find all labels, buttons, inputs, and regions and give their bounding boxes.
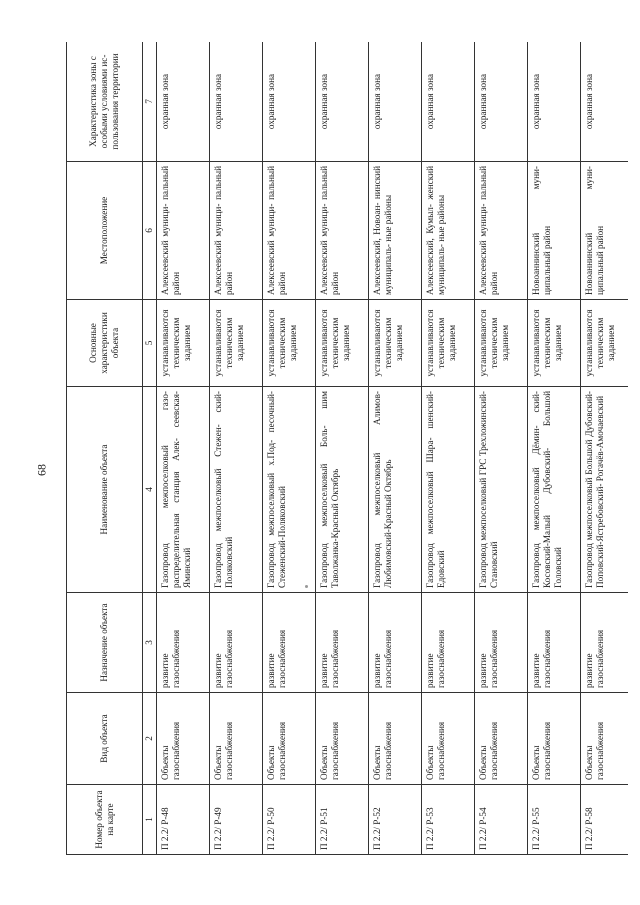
page-number-text: 68 — [34, 464, 49, 476]
cell-name: Газопровод межпоселковый Шара- шенский-Едовский — [422, 387, 475, 593]
cell-purpose: развитие газоснабжения — [210, 593, 263, 693]
cell-type: Объекты газоснабжения — [422, 693, 475, 785]
cell-characteristics: устанавливаются техническим заданием — [528, 300, 581, 387]
header-zone: Характеристика зоны с особыми условиями ис- пользования территории — [67, 42, 143, 162]
cell-zone: охранная зона — [157, 42, 210, 162]
cell-name: Газопровод межпоселковый Боль- шим Таволжанка-Красный Октябрь — [316, 387, 369, 593]
cell-purpose: развитие газоснабжения — [581, 593, 629, 693]
cell-name: Газопровод межпоселковый Алимов- Любимовский-Красный Октябрь — [369, 387, 422, 593]
cell-type: Объекты газоснабжения — [581, 693, 629, 785]
cell-zone: охранная зона — [581, 42, 629, 162]
cell-purpose: развитие газоснабжения — [528, 593, 581, 693]
cell-number: П 2.2/ Р-52 — [369, 785, 422, 855]
cell-purpose: развитие газоснабжения — [316, 593, 369, 693]
cell-name: Газопровод межпоселковый Большой Дубовский-Поповский-Ястребовский- Рогачёв-Амочаевский — [581, 387, 629, 593]
table-row — [210, 42, 263, 855]
cell-characteristics: устанавливаются техническим заданием — [210, 300, 263, 387]
cell-characteristics: устанавливаются техническим заданием — [475, 300, 528, 387]
cell-type: Объекты газоснабжения — [316, 693, 369, 785]
cell-location: Новоаннинский муни- ципальный район — [528, 162, 581, 300]
table-row — [369, 42, 422, 855]
cell-purpose: развитие газоснабжения — [369, 593, 422, 693]
header-row — [67, 42, 143, 855]
cell-location: Алексеевский муници- пальный район — [157, 162, 210, 300]
column-number-row — [143, 42, 157, 855]
cell-location: Алексеевский, Кумыл- женский муниципаль- ные районы — [422, 162, 475, 300]
table-row — [528, 42, 581, 855]
cell-purpose: развитие газоснабжения — [263, 593, 316, 693]
cell-zone: охранная зона — [263, 42, 316, 162]
table-row — [157, 42, 210, 855]
cell-characteristics: устанавливаются техническим заданием — [422, 300, 475, 387]
header-type: Вид объекта — [67, 693, 143, 785]
column-number: 5 — [143, 300, 157, 387]
header-purpose: Назначение объекта — [67, 593, 143, 693]
rotated-table-wrapper — [66, 42, 628, 855]
column-number: 7 — [143, 42, 157, 162]
cell-name: Газопровод межпоселковый Стежен- ский-Поляковский — [210, 387, 263, 593]
cell-number: П 2.2/ Р-58 — [581, 785, 629, 855]
cell-zone: охранная зона — [422, 42, 475, 162]
cell-location: Алексеевский муници- пальный район — [210, 162, 263, 300]
cell-number: П 2.2/ Р-55 — [528, 785, 581, 855]
header-name: Наименование объекта — [67, 387, 143, 593]
table-row — [422, 42, 475, 855]
cell-name: Газопровод межпоселковый газо- распределительная станция Алек- сеевская-Яминский — [157, 387, 210, 593]
cell-location: Алексеевский, Новоан- нинский муниципаль- ные районы — [369, 162, 422, 300]
table-header — [67, 42, 157, 855]
cell-characteristics: устанавливаются техническим заданием — [263, 300, 316, 387]
table-row — [475, 42, 528, 855]
table-row — [316, 42, 369, 855]
cell-zone: охранная зона — [316, 42, 369, 162]
column-number: 4 — [143, 387, 157, 593]
cell-characteristics: устанавливаются техническим заданием — [157, 300, 210, 387]
table-row — [263, 42, 316, 855]
cell-zone: охранная зона — [369, 42, 422, 162]
cell-type: Объекты газоснабжения — [157, 693, 210, 785]
cell-zone: охранная зона — [475, 42, 528, 162]
cell-name: Газопровод межпоселковый ГРС Трехложинский- Становский — [475, 387, 528, 593]
scan-speck — [305, 585, 308, 588]
column-number: 6 — [143, 162, 157, 300]
cell-number: П 2.2/ Р-49 — [210, 785, 263, 855]
cell-purpose: развитие газоснабжения — [475, 593, 528, 693]
cell-location: Алексеевский муници- пальный район — [475, 162, 528, 300]
cell-location: Алексеевский муници- пальный район — [263, 162, 316, 300]
cell-number: П 2.2/ Р-53 — [422, 785, 475, 855]
document-sheet — [66, 42, 628, 855]
cell-type: Объекты газоснабжения — [369, 693, 422, 785]
cell-characteristics: устанавливаются техническим заданием — [581, 300, 629, 387]
cell-number: П 2.2/ Р-51 — [316, 785, 369, 855]
cell-characteristics: устанавливаются техническим заданием — [316, 300, 369, 387]
cell-purpose: развитие газоснабжения — [157, 593, 210, 693]
table-body — [157, 42, 629, 855]
cell-number: П 2.2/ Р-54 — [475, 785, 528, 855]
cell-zone: охранная зона — [528, 42, 581, 162]
cell-location: Алексеевский муници- пальный район — [316, 162, 369, 300]
cell-type: Объекты газоснабжения — [475, 693, 528, 785]
column-number: 3 — [143, 593, 157, 693]
cell-name: Газопровод межпоселковый х.Под- песочный-Стеженский-Поляковский — [263, 387, 316, 593]
column-number: 2 — [143, 693, 157, 785]
cell-type: Объекты газоснабжения — [528, 693, 581, 785]
cell-zone: охранная зона — [210, 42, 263, 162]
cell-type: Объекты газоснабжения — [210, 693, 263, 785]
cell-purpose: развитие газоснабжения — [422, 593, 475, 693]
table-row — [581, 42, 629, 855]
cell-number: П 2.2/ Р-50 — [263, 785, 316, 855]
cell-characteristics: устанавливаются техническим заданием — [369, 300, 422, 387]
header-characteristics: Основные характеристики объекта — [67, 300, 143, 387]
objects-table — [66, 42, 628, 855]
cell-location: Новоаннинский муни- ципальный район — [581, 162, 629, 300]
cell-number: П 2.2/ Р-48 — [157, 785, 210, 855]
cell-type: Объекты газоснабжения — [263, 693, 316, 785]
header-number: Номер объекта на карте — [67, 785, 143, 855]
cell-name: Газопровод межпоселковый Дёмин- ский-Косовский-Малый Дубовский- Большой Головский — [528, 387, 581, 593]
header-location: Местоположение — [67, 162, 143, 300]
column-number: 1 — [143, 785, 157, 855]
